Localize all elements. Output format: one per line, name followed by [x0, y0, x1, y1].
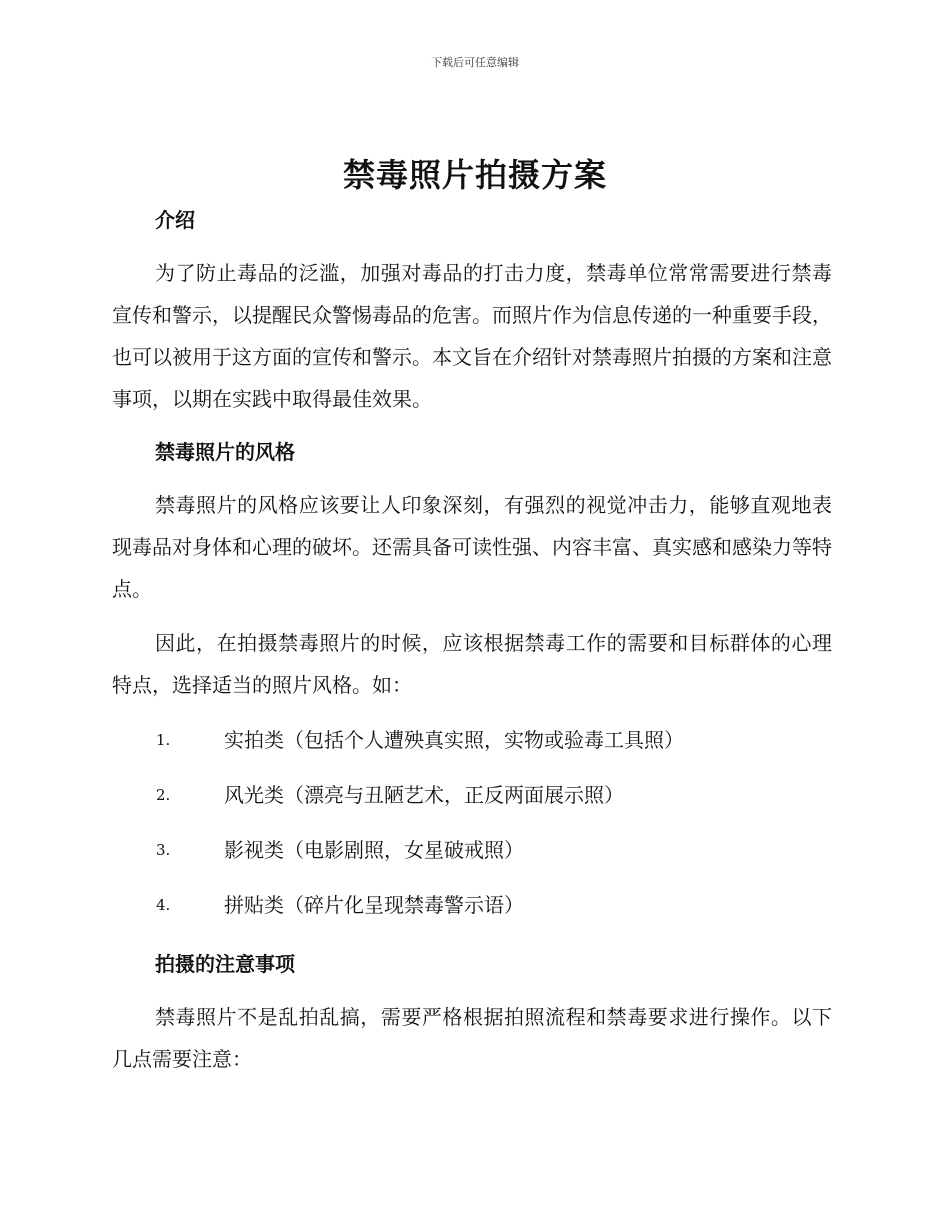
list-item — [112, 720, 832, 775]
document-title: 禁毒照片拍摄方案 — [342, 156, 607, 194]
list-item-number: 2. — [156, 786, 171, 804]
list-item — [112, 775, 832, 830]
list-item-text: 风光类（漂亮与丑陋艺术，正反两面展示照） — [224, 783, 624, 807]
list-item-text: 影视类（电影剧照，女星破戒照） — [224, 838, 524, 862]
list-item — [112, 885, 832, 940]
style-paragraph-2: 因此，在拍摄禁毒照片的时候，应该根据禁毒工作的需要和目标群体的心理特点，选择适当的照片风格。如： — [112, 631, 832, 697]
list-item-number: 1. — [156, 731, 171, 749]
header-note: 下载后可任意编辑 — [431, 56, 519, 69]
document-body — [112, 200, 832, 1092]
section-heading-intro: 介绍 — [155, 208, 195, 232]
section-heading-notes: 拍摄的注意事项 — [155, 952, 295, 976]
list-item-text: 实拍类（包括个人遭殃真实照，实物或验毒工具照） — [224, 728, 684, 752]
notes-paragraph: 禁毒照片不是乱拍乱搞，需要严格根据拍照流程和禁毒要求进行操作。以下几点需要注意： — [112, 1005, 832, 1071]
style-list — [112, 720, 832, 940]
list-item — [112, 830, 832, 885]
intro-paragraph: 为了防止毒品的泛滥，加强对毒品的打击力度，禁毒单位常常需要进行禁毒宣传和警示，以提醒民众警惕毒品的危害。而照片作为信息传递的一种重要手段，也可以被用于这方面的宣传和警示。本文旨在介绍针对禁毒照片拍摄的方案和注意事项，以期在实践中取得最佳效果。 — [112, 261, 832, 411]
list-item-number: 3. — [156, 841, 171, 859]
style-paragraph-1: 禁毒照片的风格应该要让人印象深刻，有强烈的视觉冲击力，能够直观地表现毒品对身体和心理的破坏。还需具备可读性强、内容丰富、真实感和感染力等特点。 — [112, 493, 832, 601]
list-item-text: 拼贴类（碎片化呈现禁毒警示语） — [224, 893, 524, 917]
list-item-number: 4. — [156, 896, 171, 914]
section-heading-style: 禁毒照片的风格 — [155, 440, 295, 464]
